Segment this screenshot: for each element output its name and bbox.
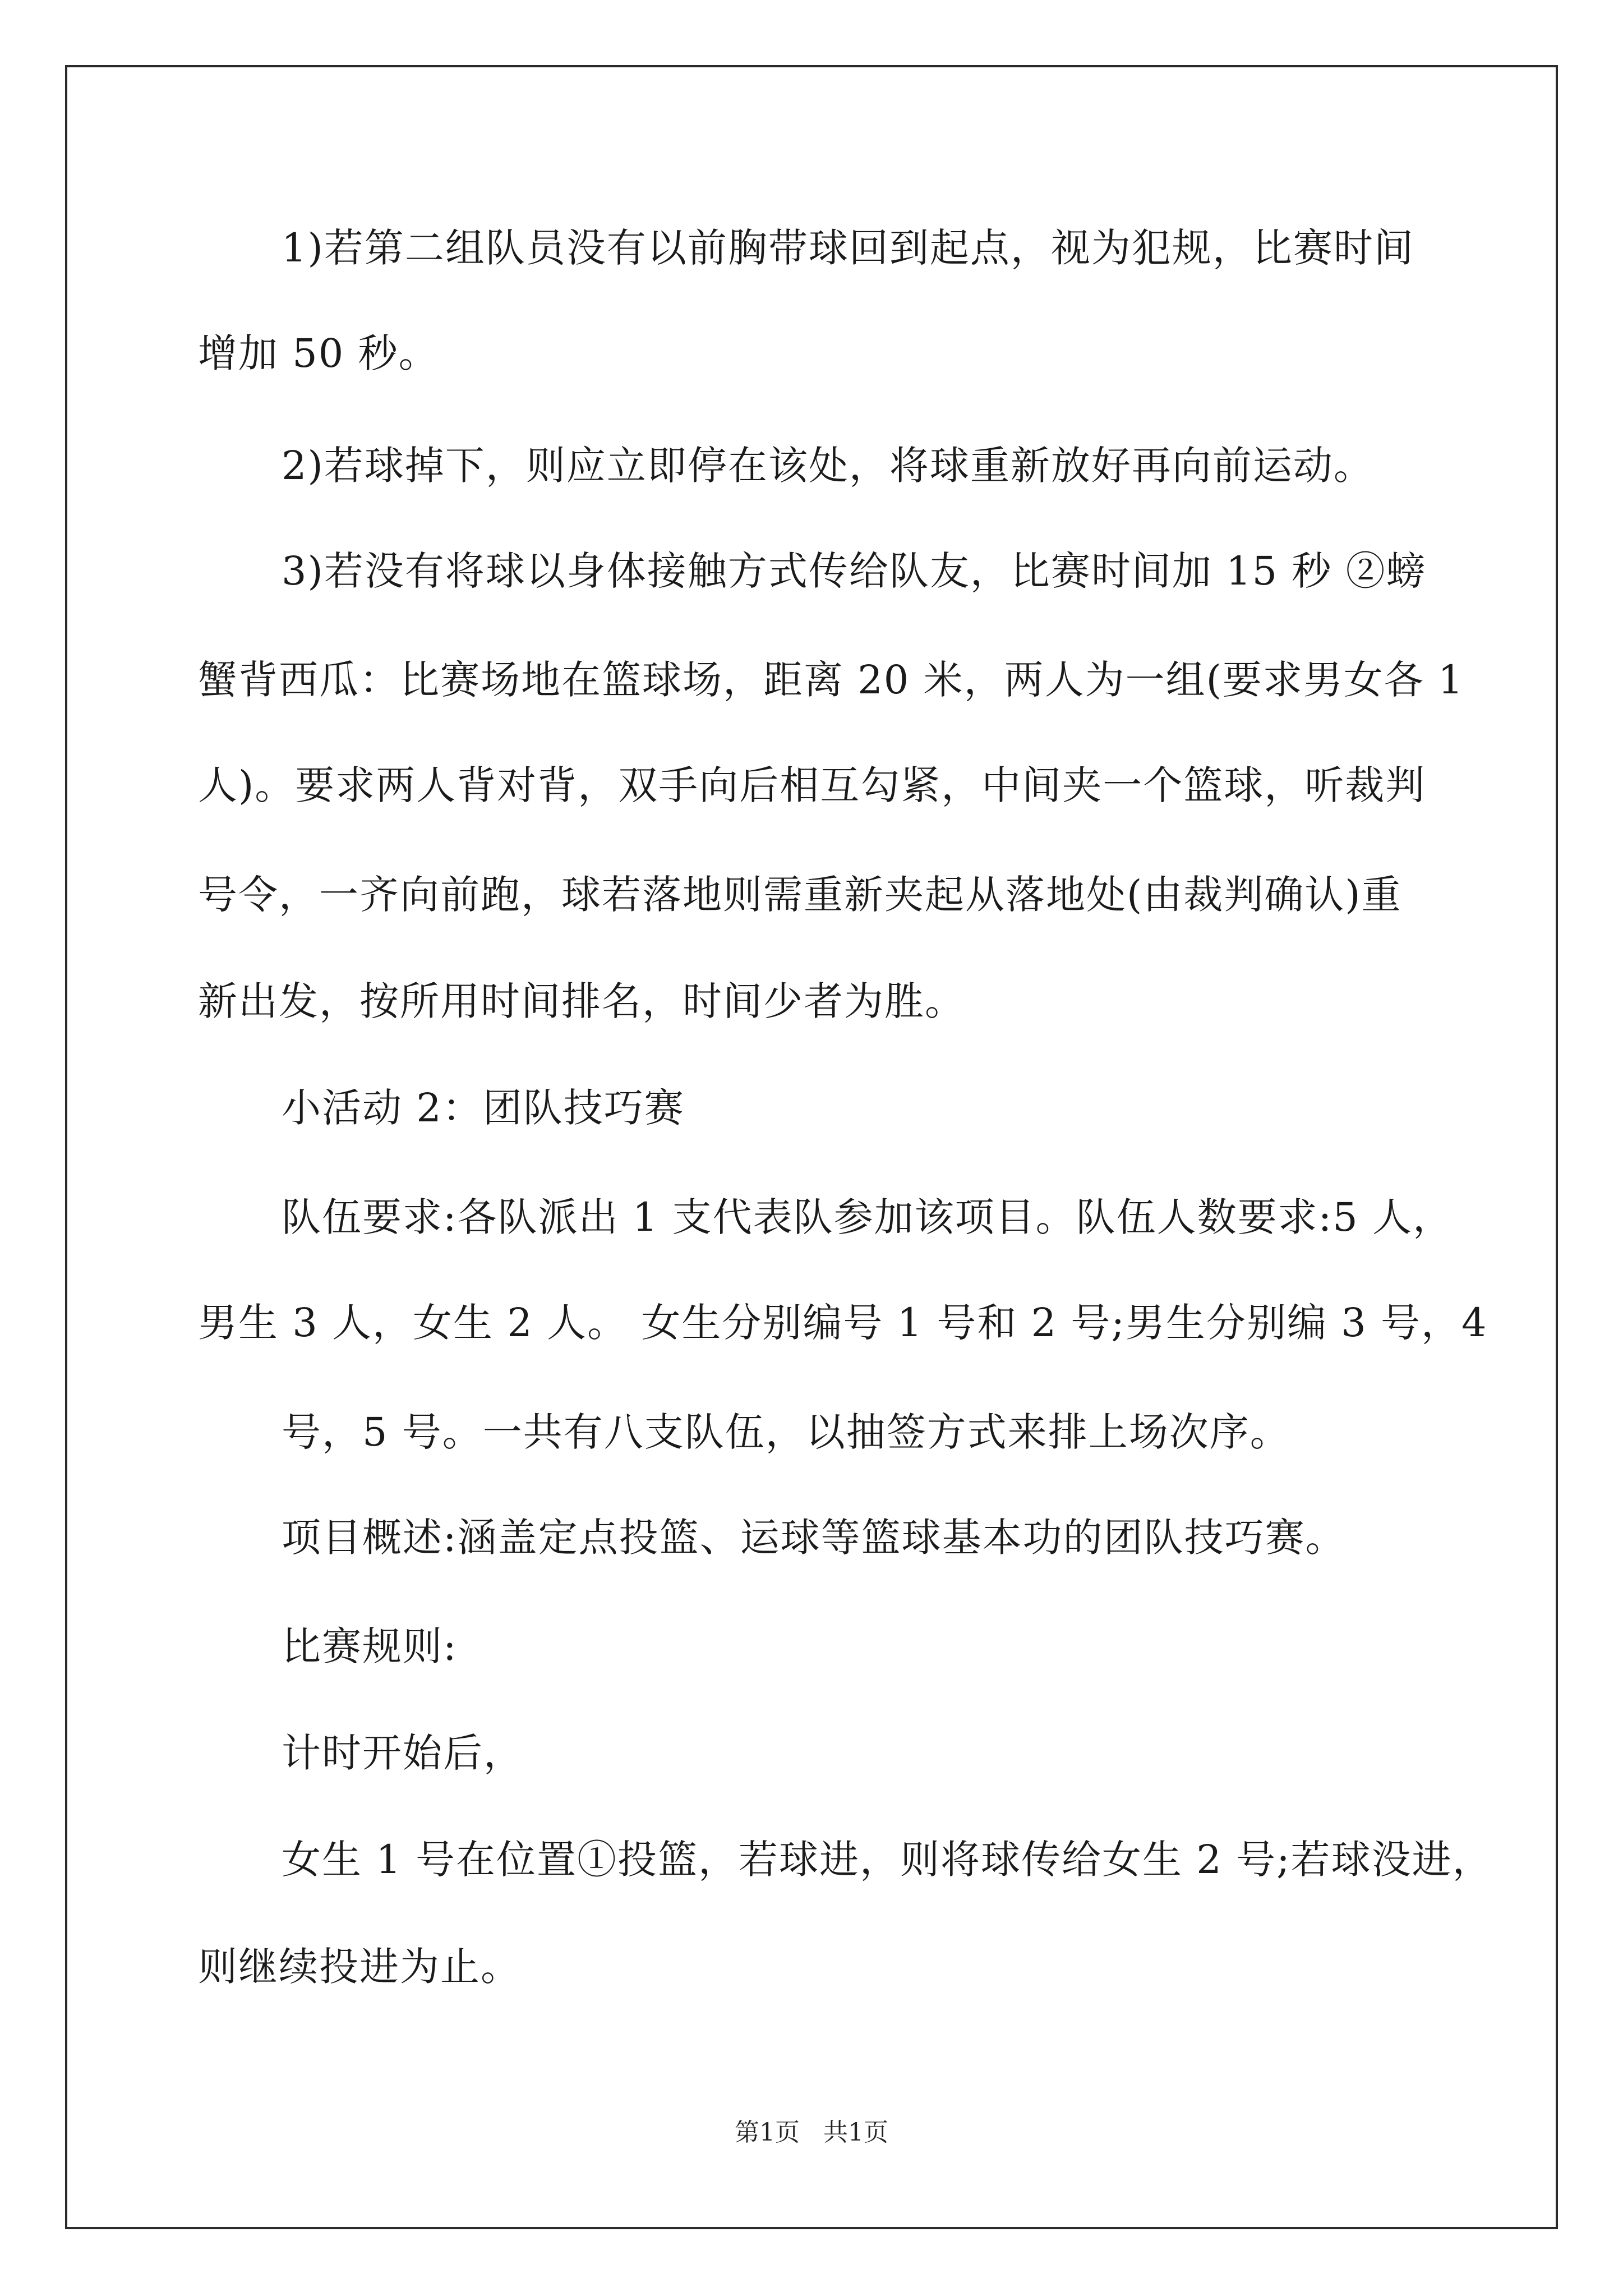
paragraph-line: 则继续投进为止。 (198, 1944, 521, 1990)
paragraph-line: 女生 1 号在位置①投篮，若球进，则将球传给女生 2 号;若球没进， (282, 1837, 1493, 1883)
paragraph-line: 增加 50 秒。 (198, 330, 439, 376)
section-heading: 小活动 2：团队技巧赛 (282, 1085, 685, 1131)
paragraph-line: 2)若球掉下，则应立即停在该处，将球重新放好再向前运动。 (282, 443, 1374, 489)
paragraph-line: 队伍要求:各队派出 1 支代表队参加该项目。队伍人数要求:5 人， (282, 1194, 1453, 1240)
paragraph-line: 项目概述:涵盖定点投篮、运球等篮球基本功的团队技巧赛。 (282, 1515, 1346, 1561)
paragraph-line: 号令，一齐向前跑，球若落地则需重新夹起从落地处(由裁判确认)重 (198, 872, 1402, 918)
paragraph-line: 计时开始后， (282, 1730, 524, 1776)
paragraph-line: 蟹背西瓜：比赛场地在篮球场，距离 20 米，两人为一组(要求男女各 1 (198, 657, 1464, 703)
paragraph-line: 男生 3 人，女生 2 人。 女生分别编号 1 号和 2 号;男生分别编 3 号，4 (198, 1300, 1488, 1346)
paragraph-line: 3)若没有将球以身体接触方式传给队友，比赛时间加 15 秒 ②螃 (282, 548, 1427, 594)
paragraph-line: 新出发，按所用时间排名，时间少者为胜。 (198, 978, 965, 1024)
paragraph-line: 号，5 号。一共有八支队伍，以抽签方式来排上场次序。 (282, 1409, 1290, 1455)
page-number-footer: 第1页 共1页 (735, 2118, 888, 2147)
paragraph-line: 比赛规则: (282, 1623, 458, 1669)
page-border (65, 65, 1558, 2229)
paragraph-line: 人)。要求两人背对背，双手向后相互勾紧，中间夹一个篮球，听裁判 (198, 762, 1426, 808)
paragraph-line: 1)若第二组队员没有以前胸带球回到起点，视为犯规，比赛时间 (282, 225, 1414, 271)
